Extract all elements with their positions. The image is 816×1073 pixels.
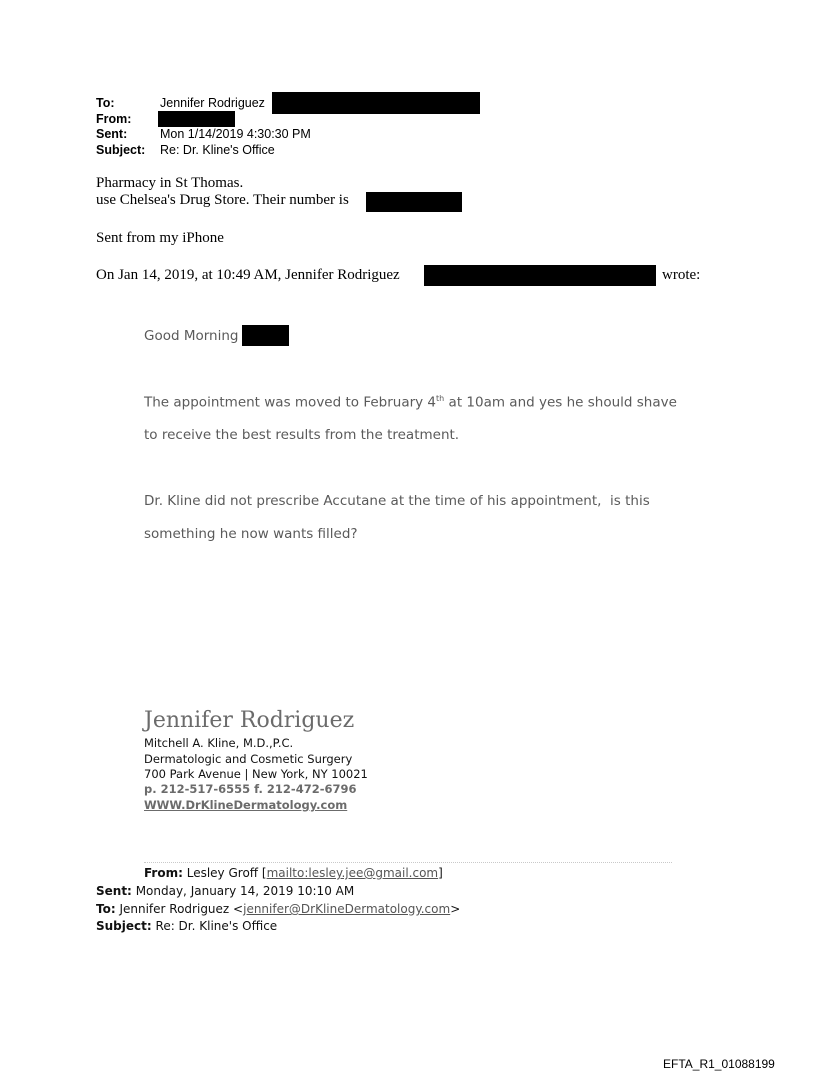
redaction-quote-email <box>424 265 656 286</box>
signature-phones: p. 212-517-6555 f. 212-472-6796 <box>144 782 357 796</box>
body-line-2: use Chelsea's Drug Store. Their number is <box>96 192 349 208</box>
redaction-from <box>158 111 235 127</box>
redaction-phone <box>366 192 462 212</box>
fwd-sent-label: Sent: <box>96 884 132 898</box>
quoted-paragraph-2-line-1: Dr. Kline did not prescribe Accutane at the time of his appointment, is this <box>144 493 650 509</box>
mobile-signature: Sent from my iPhone <box>96 230 224 246</box>
fwd-subject-line <box>96 919 277 933</box>
quoted-paragraph-1-line-1 <box>144 394 677 411</box>
divider <box>144 862 672 863</box>
to-value: Jennifer Rodriguez <box>160 96 265 110</box>
fwd-subject-value: Re: Dr. Kline's Office <box>155 919 278 933</box>
signature-address: 700 Park Avenue | New York, NY 10021 <box>144 767 368 781</box>
signature-name: Jennifer Rodriguez <box>144 708 355 733</box>
quote-intro-wrote: wrote: <box>662 267 701 283</box>
to-label: To: <box>96 96 115 110</box>
fwd-to-label: To: <box>96 902 116 916</box>
signature-website-link[interactable]: WWW.DrKlineDermatology.com <box>144 798 348 812</box>
subject-label: Subject: <box>96 143 146 157</box>
quoted-p1-part1: The appointment was moved to February 4 <box>144 394 437 411</box>
redaction-greeting-name <box>242 325 289 346</box>
signature-specialty: Dermatologic and Cosmetic Surgery <box>144 752 353 766</box>
fwd-sent-line <box>96 884 354 898</box>
quote-intro: On Jan 14, 2019, at 10:49 AM, Jennifer Rodriguez <box>96 267 400 283</box>
fwd-to-email-link[interactable]: jennifer@DrKlineDermatology.com <box>243 902 451 916</box>
fwd-from-line: From: Lesley Groff [mailto:lesley.jee@gmail.com] <box>144 866 443 880</box>
sent-value: Mon 1/14/2019 4:30:30 PM <box>160 127 311 141</box>
quoted-greeting: Good Morning <box>144 328 239 344</box>
sent-label: Sent: <box>96 127 128 141</box>
fwd-subject-label: Subject: <box>96 919 152 933</box>
quoted-paragraph-1-line-2: to receive the best results from the treatment. <box>144 427 460 443</box>
signature-practice: Mitchell A. Kline, M.D.,P.C. <box>144 736 294 750</box>
fwd-to-name: Jennifer Rodriguez <box>119 902 230 916</box>
fwd-to-line: To: Jennifer Rodriguez <jennifer@DrKlineDermatology.com> <box>96 902 461 916</box>
fwd-from-name: Lesley Groff <box>186 866 259 880</box>
quoted-p1-superscript: th <box>436 394 445 403</box>
subject-value: Re: Dr. Kline's Office <box>160 143 275 157</box>
from-label: From: <box>96 112 132 126</box>
fwd-from-label: From: <box>144 866 183 880</box>
redaction-to-email <box>272 92 480 114</box>
document-id: EFTA_R1_01088199 <box>663 1057 775 1071</box>
body-line-1: Pharmacy in St Thomas. <box>96 175 244 191</box>
fwd-sent-value: Monday, January 14, 2019 10:10 AM <box>135 884 355 898</box>
quoted-p1-part2: at 10am and yes he should shave <box>444 394 677 411</box>
fwd-from-mailto-link[interactable]: mailto:lesley.jee@gmail.com <box>266 866 439 880</box>
quoted-paragraph-2-line-2: something he now wants filled? <box>144 526 358 542</box>
